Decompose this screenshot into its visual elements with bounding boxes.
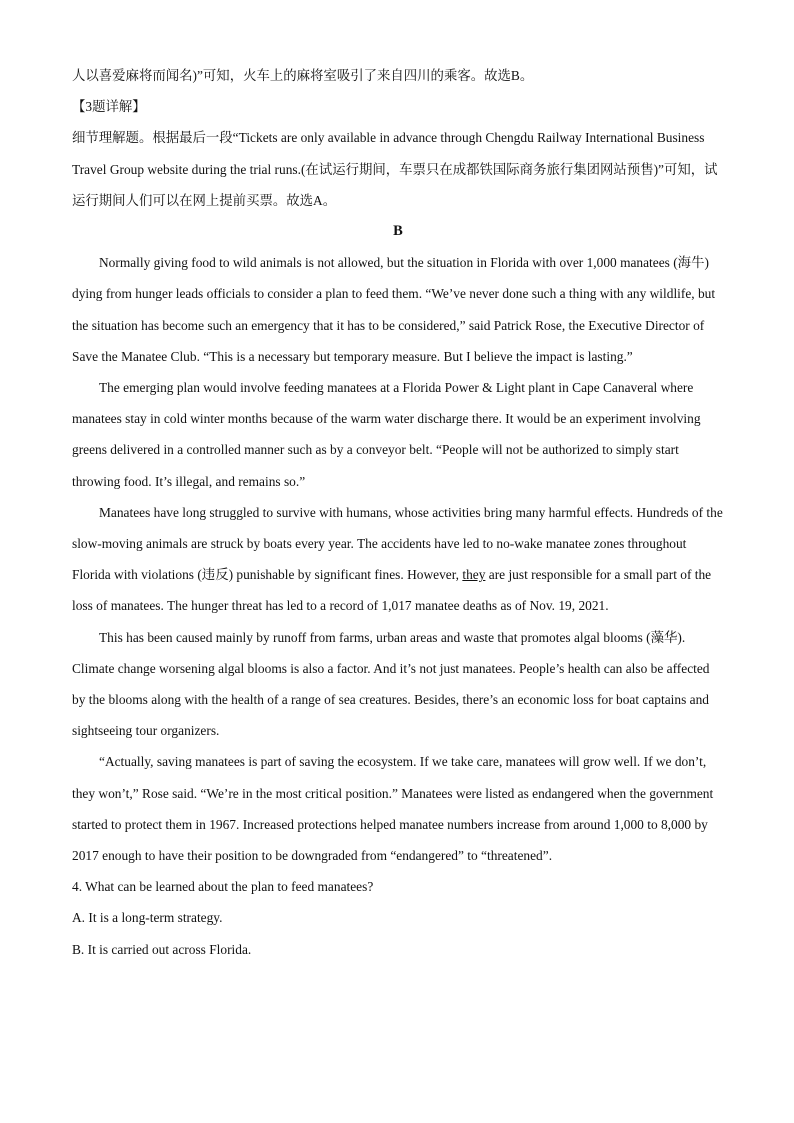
paragraph-3-text-end: are just responsible for a small part of the loss of manatees. The hunger threat has led to a record of 1,017 manatee deaths as of Nov. 19, 2021.	[72, 567, 712, 614]
paragraph-3-text-start: Manatees have long struggled to survive with humans, whose activities bring many harmful effects. Hundreds of the slow-moving animals are struck by boats every year. The accidents have led to no-wake manatee zones throughout Florida with violations (违反) punishable by significant fines. However,	[72, 504, 723, 583]
section-title: B	[393, 223, 403, 240]
question-3-explanation: 细节理解题。根据最后一段“Tickets are only available in advance through Chengdu Railway International Business Travel Group website during the trial runs.(在试运行期间，车票只在成都铁国际商务旅行集团网站预售)”可知，试运行期间人们可以在网上提前买票。故选A。	[72, 130, 718, 208]
passage-paragraph-3	[72, 497, 724, 622]
option-b: B. It is carried out across Florida.	[72, 941, 252, 957]
question-4-stem: 4. What can be learned about the plan to feed manatees?	[72, 879, 374, 895]
answer-explanation-line: 人以喜爱麻将而闻名)”可知，火车上的麻将室吸引了来自四川的乘客。故选B。	[72, 68, 534, 83]
passage-paragraph-5: “Actually, saving manatees is part of saving the ecosystem. If we take care, manatees will grow well. If we don’t, they won’t,” Rose said. “We’re in the most critical position.” Manatees were listed as endangered when the government started to protect them in 1967. Increased protections helped manatee numbers increase from around 1,000 to 8,000 by 2017 enough to have their position to be downgraded from “endangered” to “threatened”.	[72, 754, 714, 864]
passage-paragraph-1: Normally giving food to wild animals is not allowed, but the situation in Florida with over 1,000 manatees (海牛) dying from hunger leads officials to consider a plan to feed them. “We’ve never done such a thing with any wildlife, but the situation has become such an emergency that it has to be considered,” said Patrick Rose, the Executive Director of Save the Manatee Club. “This is a necessary but temporary measure. But I believe the impact is lasting.”	[72, 255, 716, 364]
passage-paragraph-4: This has been caused mainly by runoff from farms, urban areas and waste that promotes algal blooms (藻华). Climate change worsening algal blooms is also a factor. And it’s not just manatees. People’s health can also be affected by the blooms along with the health of a range of sea creatures. Besides, there’s an economic loss for boat captains and sightseeing tour organizers.	[72, 629, 710, 739]
passage-paragraph-2: The emerging plan would involve feeding manatees at a Florida Power & Light plant in Cape Canaveral where manatees stay in cold winter months because of the warm water discharge there. It would be an experiment involving greens delivered in a controlled manner such as by a conveyor belt. “People will not be authorized to simply start throwing food. It’s illegal, and remains so.”	[72, 380, 701, 489]
option-a: A. It is a long-term strategy.	[72, 910, 223, 926]
question-3-heading: 【3题详解】	[72, 99, 146, 115]
document-page	[72, 60, 724, 965]
underlined-word: they	[462, 567, 486, 583]
